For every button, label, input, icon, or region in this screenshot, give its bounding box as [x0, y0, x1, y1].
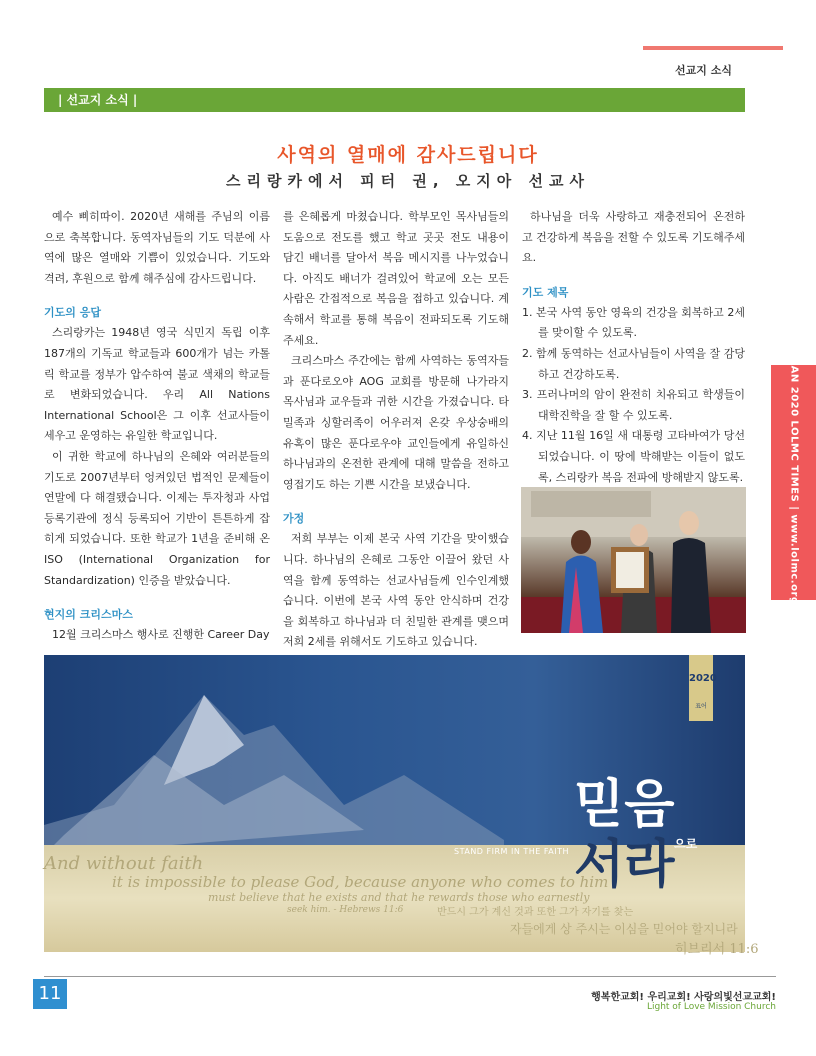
photo-illustration: [521, 487, 746, 633]
heading-prayer-answer: 기도의 응답: [44, 306, 101, 320]
banner-headline-2: 서라: [574, 835, 675, 895]
paragraph: 12월 크리스마스 행사로 진행한 Career Day: [52, 628, 270, 642]
column-1: [44, 207, 270, 646]
paragraph: 크리스마스 주간에는 함께 사역하는 동역자들과 푼다로오야 AOG 교회를 방문해 나가라지 목사님과 교우들과 귀한 시간을 가졌습니다. 타밀족과 싱할러족이 어우러져 온갖 우상숭배의 유혹이 많은 푼다로우야 교인들에게 유일하신 하나님과의 온전한 관계에 대해 말씀을 전하고 영접기도 하는 기쁜 시간을 보냈습니다.: [283, 354, 509, 491]
article-title: 사역의 열매에 감사드립니다: [277, 144, 539, 166]
banner-quote-line: 자들에게 상 주시는 이심을 믿어야 할지니라: [510, 922, 738, 936]
section-bar: | 선교지 소식 |: [44, 88, 745, 112]
side-tab-text: JAN 2020 LOLMC TIMES | www.lolmc.org: [788, 360, 799, 605]
banner-year: 2020: [689, 655, 713, 721]
prayer-list: [522, 303, 745, 488]
banner-stand-firm: STAND FIRM IN THE FAITH: [454, 847, 569, 856]
side-tab: [771, 360, 816, 605]
footer-church-name: Light of Love Mission Church: [646, 1002, 776, 1012]
list-item: 3. 프러나머의 암이 완전히 치유되고 학생들이 대학진학을 잘 할 수 있도록.: [522, 388, 745, 422]
banner-year-label: 표어: [695, 703, 707, 710]
certificate-photo: [521, 487, 746, 633]
list-item: 4. 지난 11월 16일 새 대통령 고타바여가 당선되었습니다. 이 땅에 박해받는 이들이 없도록, 스리랑카 복음 전파에 방해받지 않도록.: [522, 429, 745, 484]
footer-divider: [44, 976, 776, 977]
paragraph: 이 귀한 학교에 하나님의 은혜와 여러분들의 기도로 2007년부터 엉켜있던 법적인 문제들이 연말에 다 해결됐습니다. 이제는 투자청과 사업등록기관에 정식 등록되어 기반이 튼튼하게 잡히게 되었습니다. 또한 학교가 1년을 준비해 온 ISO (International Organization for Standardization) 인증을 받았습니다.: [44, 449, 270, 587]
paragraph: 하나님을 더욱 사랑하고 재충전되어 온전하고 건강하게 복음을 전할 수 있도록 기도해주세요.: [522, 210, 745, 265]
paragraph: 저희 부부는 이제 본국 사역 기간을 맞이했습니다. 하나님의 은혜로 그동안 이끌어 왔던 사역을 함께 동역하는 선교사님들께 인수인계했습니다. 이번에 본국 사역 동안 안식하며 건강을 회복하고 하나님과 더 친밀한 관계를 맺으며 저희 2세를 위해서도 기도하고 있습니다.: [283, 532, 509, 649]
banner-quote-line: And without faith: [44, 853, 204, 874]
footer-slogan: 행복한교회! 우리교회! 사랑의빛선교교회!: [591, 992, 776, 1003]
column-2: [283, 207, 509, 653]
banner-quote-line: 반드시 그가 계신 것과 또한 그가 자기를 찾는: [437, 907, 634, 918]
banner-headline-small: 으로: [674, 837, 698, 851]
banner-quote-line: seek him. - Hebrews 11:6: [287, 905, 404, 915]
banner-headline-1: 믿음: [574, 775, 675, 835]
banner-quote-line: must believe that he exists and that he rewards those who earnestly: [208, 891, 590, 904]
top-accent-bar: [643, 46, 783, 50]
paragraph: 를 은혜롭게 마쳤습니다. 학부모인 목사님들의 도움으로 전도를 했고 학교 곳곳 전도 내용이 담긴 배너를 달아서 복음 메시지를 나누었습니다. 아직도 배너가 걸려있어 학교에 오는 모든 사람은 간접적으로 복음을 접하고 있습니다. 계속해서 학교를 통해 복음이 전파되도록 기도해 주세요.: [283, 210, 509, 347]
article-subtitle: 스리랑카에서 피터 권, 오지아 선교사: [226, 172, 590, 190]
header-section-label: 선교지 소식: [675, 64, 732, 77]
paragraph: 스리랑카는 1948년 영국 식민지 독립 이후 187개의 기독교 학교들과 600개가 넘는 카톨릭 학교를 정부가 압수하여 불교 색채의 학교들로 변화되었습니다. 우리 All Nations International School은 그 이후 선교사들이 세우고 운영하는 유일한 학교입니다.: [44, 326, 270, 443]
banner-verse-ref: 히브리서 11:6: [675, 942, 759, 957]
column-3: [522, 207, 745, 488]
list-item: 1. 본국 사역 동안 영육의 건강을 회복하고 2세를 맞이할 수 있도록.: [522, 305, 745, 340]
heading-local-christmas: 현지의 크리스마스: [44, 608, 133, 622]
banner-quote-line: it is impossible to please God, because anyone who comes to him: [112, 873, 609, 891]
page-number: 11: [33, 979, 67, 1009]
heading-prayer-requests: 기도 제목: [522, 285, 569, 299]
list-item: 2. 함께 동역하는 선교사님들이 사역을 잘 감당하고 건강하도록.: [522, 346, 745, 381]
intro-paragraph: 예수 삐히따이. 2020년 새해를 주님의 이름으로 축복합니다. 동역자님들의 기도 덕분에 사역에 많은 열매와 기쁨이 있었습니다. 기도와 격려, 후원으로 함께 해주심에 감사드립니다.: [44, 210, 270, 285]
motto-banner: [44, 655, 759, 957]
heading-family: 가정: [283, 512, 305, 526]
